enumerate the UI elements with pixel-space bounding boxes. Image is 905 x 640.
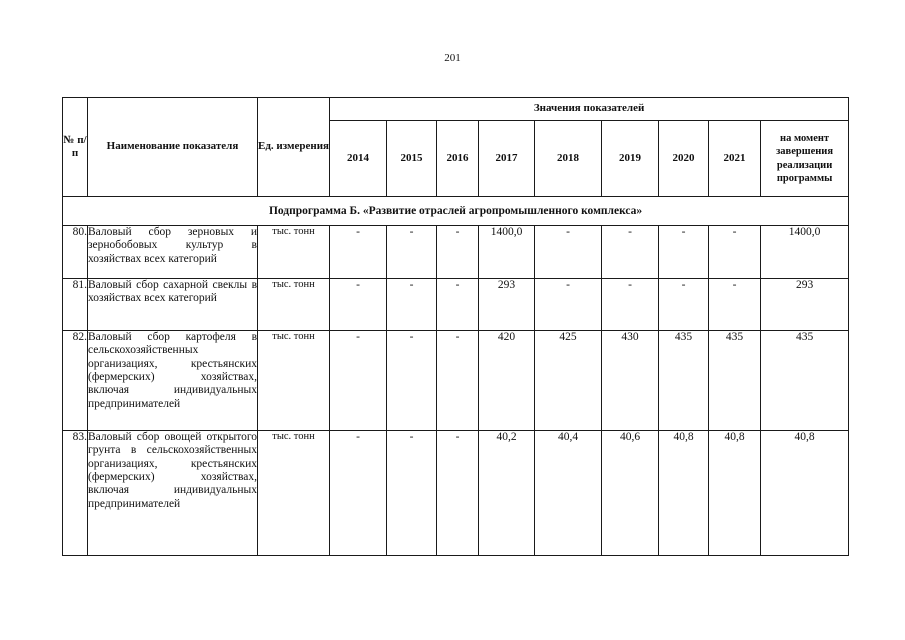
header-year: 2014 (330, 121, 387, 197)
row-num: 80. (63, 226, 88, 279)
row-value: - (535, 226, 602, 279)
row-num: 83. (63, 431, 88, 556)
header-year: 2021 (709, 121, 761, 197)
row-value: - (387, 331, 437, 431)
row-value: 1400,0 (479, 226, 535, 279)
row-value: - (437, 431, 479, 556)
header-year: 2020 (659, 121, 709, 197)
row-value: - (330, 226, 387, 279)
row-value: - (387, 226, 437, 279)
row-value-final: 40,8 (761, 431, 849, 556)
table-row (63, 331, 849, 431)
row-value: - (387, 279, 437, 331)
row-value: 293 (479, 279, 535, 331)
row-num: 82. (63, 331, 88, 431)
header-year: 2016 (437, 121, 479, 197)
row-value-final: 1400,0 (761, 226, 849, 279)
row-value: - (659, 279, 709, 331)
row-unit: тыс. тонн (258, 331, 330, 431)
header-year: 2015 (387, 121, 437, 197)
row-name: Валовый сбор сахарной свеклы в хозяйствах всех категорий (88, 279, 258, 331)
row-value: - (535, 279, 602, 331)
row-name: Валовый сбор овощей открытого грунта в сельскохозяйственных организациях, крестьянских (фермерских) хозяйствах, включая индивидуальных предпринимателей (88, 431, 258, 556)
table-header (63, 98, 849, 197)
header-year: 2018 (535, 121, 602, 197)
row-value: 420 (479, 331, 535, 431)
row-value: 40,4 (535, 431, 602, 556)
row-value: - (602, 226, 659, 279)
row-value: 430 (602, 331, 659, 431)
row-value: - (330, 279, 387, 331)
page-number: 201 (444, 52, 461, 64)
table-row (63, 431, 849, 556)
indicators-table (62, 97, 849, 556)
row-name: Валовый сбор картофеля в сельскохозяйственных организациях, крестьянских (фермерских) хозяйствах, включая индивидуальных предпринимателей (88, 331, 258, 431)
row-value: - (437, 279, 479, 331)
row-value: 425 (535, 331, 602, 431)
section-title: Подпрограмма Б. «Развитие отраслей агропромышленного комплекса» (63, 197, 849, 226)
row-value: - (602, 279, 659, 331)
row-value: 40,6 (602, 431, 659, 556)
row-unit: тыс. тонн (258, 279, 330, 331)
row-value: 40,2 (479, 431, 535, 556)
row-value-final: 293 (761, 279, 849, 331)
row-value: 40,8 (659, 431, 709, 556)
row-value: - (387, 431, 437, 556)
row-value: - (437, 331, 479, 431)
row-value: 435 (659, 331, 709, 431)
header-year: 2019 (602, 121, 659, 197)
row-value: 435 (709, 331, 761, 431)
row-value: - (709, 279, 761, 331)
row-value: - (330, 331, 387, 431)
row-value: - (330, 431, 387, 556)
row-value: - (437, 226, 479, 279)
row-value: - (709, 226, 761, 279)
row-value: 40,8 (709, 431, 761, 556)
row-num: 81. (63, 279, 88, 331)
row-unit: тыс. тонн (258, 431, 330, 556)
row-name: Валовый сбор зерновых и зернобобовых культур в хозяйствах всех категорий (88, 226, 258, 279)
table-row (63, 226, 849, 279)
row-value-final: 435 (761, 331, 849, 431)
table-row (63, 279, 849, 331)
header-name: Наименование показателя (88, 98, 258, 197)
row-value: - (659, 226, 709, 279)
header-year: 2017 (479, 121, 535, 197)
row-unit: тыс. тонн (258, 226, 330, 279)
header-unit: Ед. измерения (258, 98, 330, 197)
header-num: № п/п (63, 98, 88, 197)
header-end-of-program: на момент завершения реализации программы (761, 121, 849, 197)
header-values-group: Значения показателей (330, 98, 849, 121)
